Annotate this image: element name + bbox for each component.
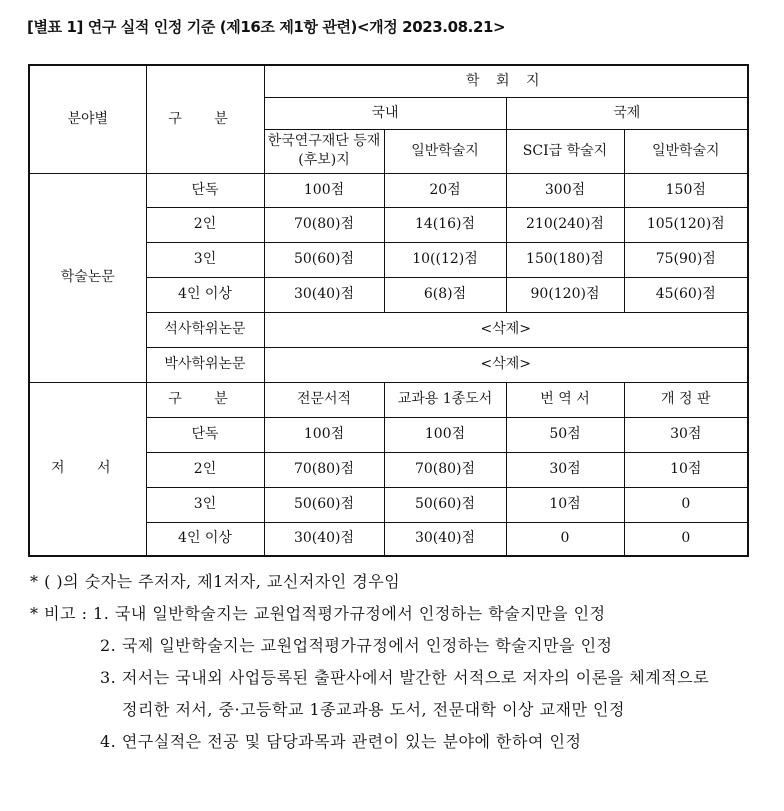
cell: 70(80)점 — [384, 452, 506, 487]
header-col: 한국연구재단 등재(후보)지 — [264, 129, 384, 173]
cell: 75(90)점 — [624, 242, 748, 277]
cell: 300점 — [506, 173, 624, 207]
cell: 30점 — [624, 417, 748, 452]
field-books: 저 서 — [29, 382, 146, 556]
row-label: 단독 — [146, 417, 264, 452]
row-label: 4인 이상 — [146, 277, 264, 312]
cell: 100점 — [384, 417, 506, 452]
research-criteria-table — [28, 64, 749, 557]
header-col: 일반학술지 — [624, 129, 748, 173]
row-label: 4인 이상 — [146, 522, 264, 556]
header-international: 국제 — [506, 97, 748, 129]
cell: 0 — [624, 522, 748, 556]
note-remark-2: 2. 국제 일반학술지는 교원업적평가규정에서 인정하는 학술지만을 인정 — [100, 636, 613, 655]
note-remark-1: * 비고 : 1. 국내 일반학술지는 교원업적평가규정에서 인정하는 학술지만을 인정 — [30, 604, 606, 623]
book-header-col: 교과용 1종도서 — [384, 382, 506, 417]
note-paren: * ( )의 숫자는 주저자, 제1저자, 교신저자인 경우임 — [30, 572, 401, 591]
header-col: SCI급 학술지 — [506, 129, 624, 173]
row-label: 박사학위논문 — [146, 347, 264, 382]
cell: 100점 — [264, 173, 384, 207]
cell-deleted: <삭제> — [264, 312, 748, 347]
header-domestic: 국내 — [264, 97, 506, 129]
cell: 70(80)점 — [264, 207, 384, 242]
page-title: [별표 1] 연구 실적 인정 기준 (제16조 제1항 관련)<개정 2023.08.21> — [27, 18, 506, 36]
book-header-col: 번 역 서 — [506, 382, 624, 417]
header-gubun: 구 분 — [146, 65, 264, 173]
cell: 45(60)점 — [624, 277, 748, 312]
header-field: 분야별 — [29, 65, 146, 173]
cell: 10점 — [624, 452, 748, 487]
book-header-gubun: 구 분 — [146, 382, 264, 417]
cell: 90(120)점 — [506, 277, 624, 312]
note-remark-3: 3. 저서는 국내외 사업등록된 출판사에서 발간한 서적으로 저자의 이론을 체계적으로 — [100, 668, 710, 687]
cell: 105(120)점 — [624, 207, 748, 242]
cell: 50(60)점 — [264, 242, 384, 277]
cell: 150(180)점 — [506, 242, 624, 277]
row-label: 3인 — [146, 487, 264, 522]
notes — [30, 566, 709, 758]
row-label: 2인 — [146, 207, 264, 242]
cell: 100점 — [264, 417, 384, 452]
row-label: 단독 — [146, 173, 264, 207]
row-label: 2인 — [146, 452, 264, 487]
field-academic-paper: 학술논문 — [29, 173, 146, 382]
table-row — [29, 382, 748, 417]
cell: 30점 — [506, 452, 624, 487]
header-col: 일반학술지 — [384, 129, 506, 173]
cell-deleted: <삭제> — [264, 347, 748, 382]
cell: 30(40)점 — [384, 522, 506, 556]
cell: 10점 — [506, 487, 624, 522]
cell: 30(40)점 — [264, 522, 384, 556]
cell: 20점 — [384, 173, 506, 207]
cell: 6(8)점 — [384, 277, 506, 312]
note-remark-4: 4. 연구실적은 전공 및 담당과목과 관련이 있는 분야에 한하여 인정 — [100, 732, 582, 751]
cell: 30(40)점 — [264, 277, 384, 312]
cell: 150점 — [624, 173, 748, 207]
book-header-col: 개 정 판 — [624, 382, 748, 417]
cell: 50(60)점 — [264, 487, 384, 522]
header-journal: 학 회 지 — [264, 65, 748, 97]
cell: 10((12)점 — [384, 242, 506, 277]
book-header-col: 전문서적 — [264, 382, 384, 417]
cell: 14(16)점 — [384, 207, 506, 242]
cell: 70(80)점 — [264, 452, 384, 487]
note-remark-3-cont: 정리한 저서, 중·고등학교 1종교과용 도서, 전문대학 이상 교재만 인정 — [122, 700, 625, 719]
row-label: 3인 — [146, 242, 264, 277]
row-label: 석사학위논문 — [146, 312, 264, 347]
table-row — [29, 173, 748, 207]
cell: 0 — [624, 487, 748, 522]
cell: 50점 — [506, 417, 624, 452]
cell: 50(60)점 — [384, 487, 506, 522]
cell: 0 — [506, 522, 624, 556]
cell: 210(240)점 — [506, 207, 624, 242]
